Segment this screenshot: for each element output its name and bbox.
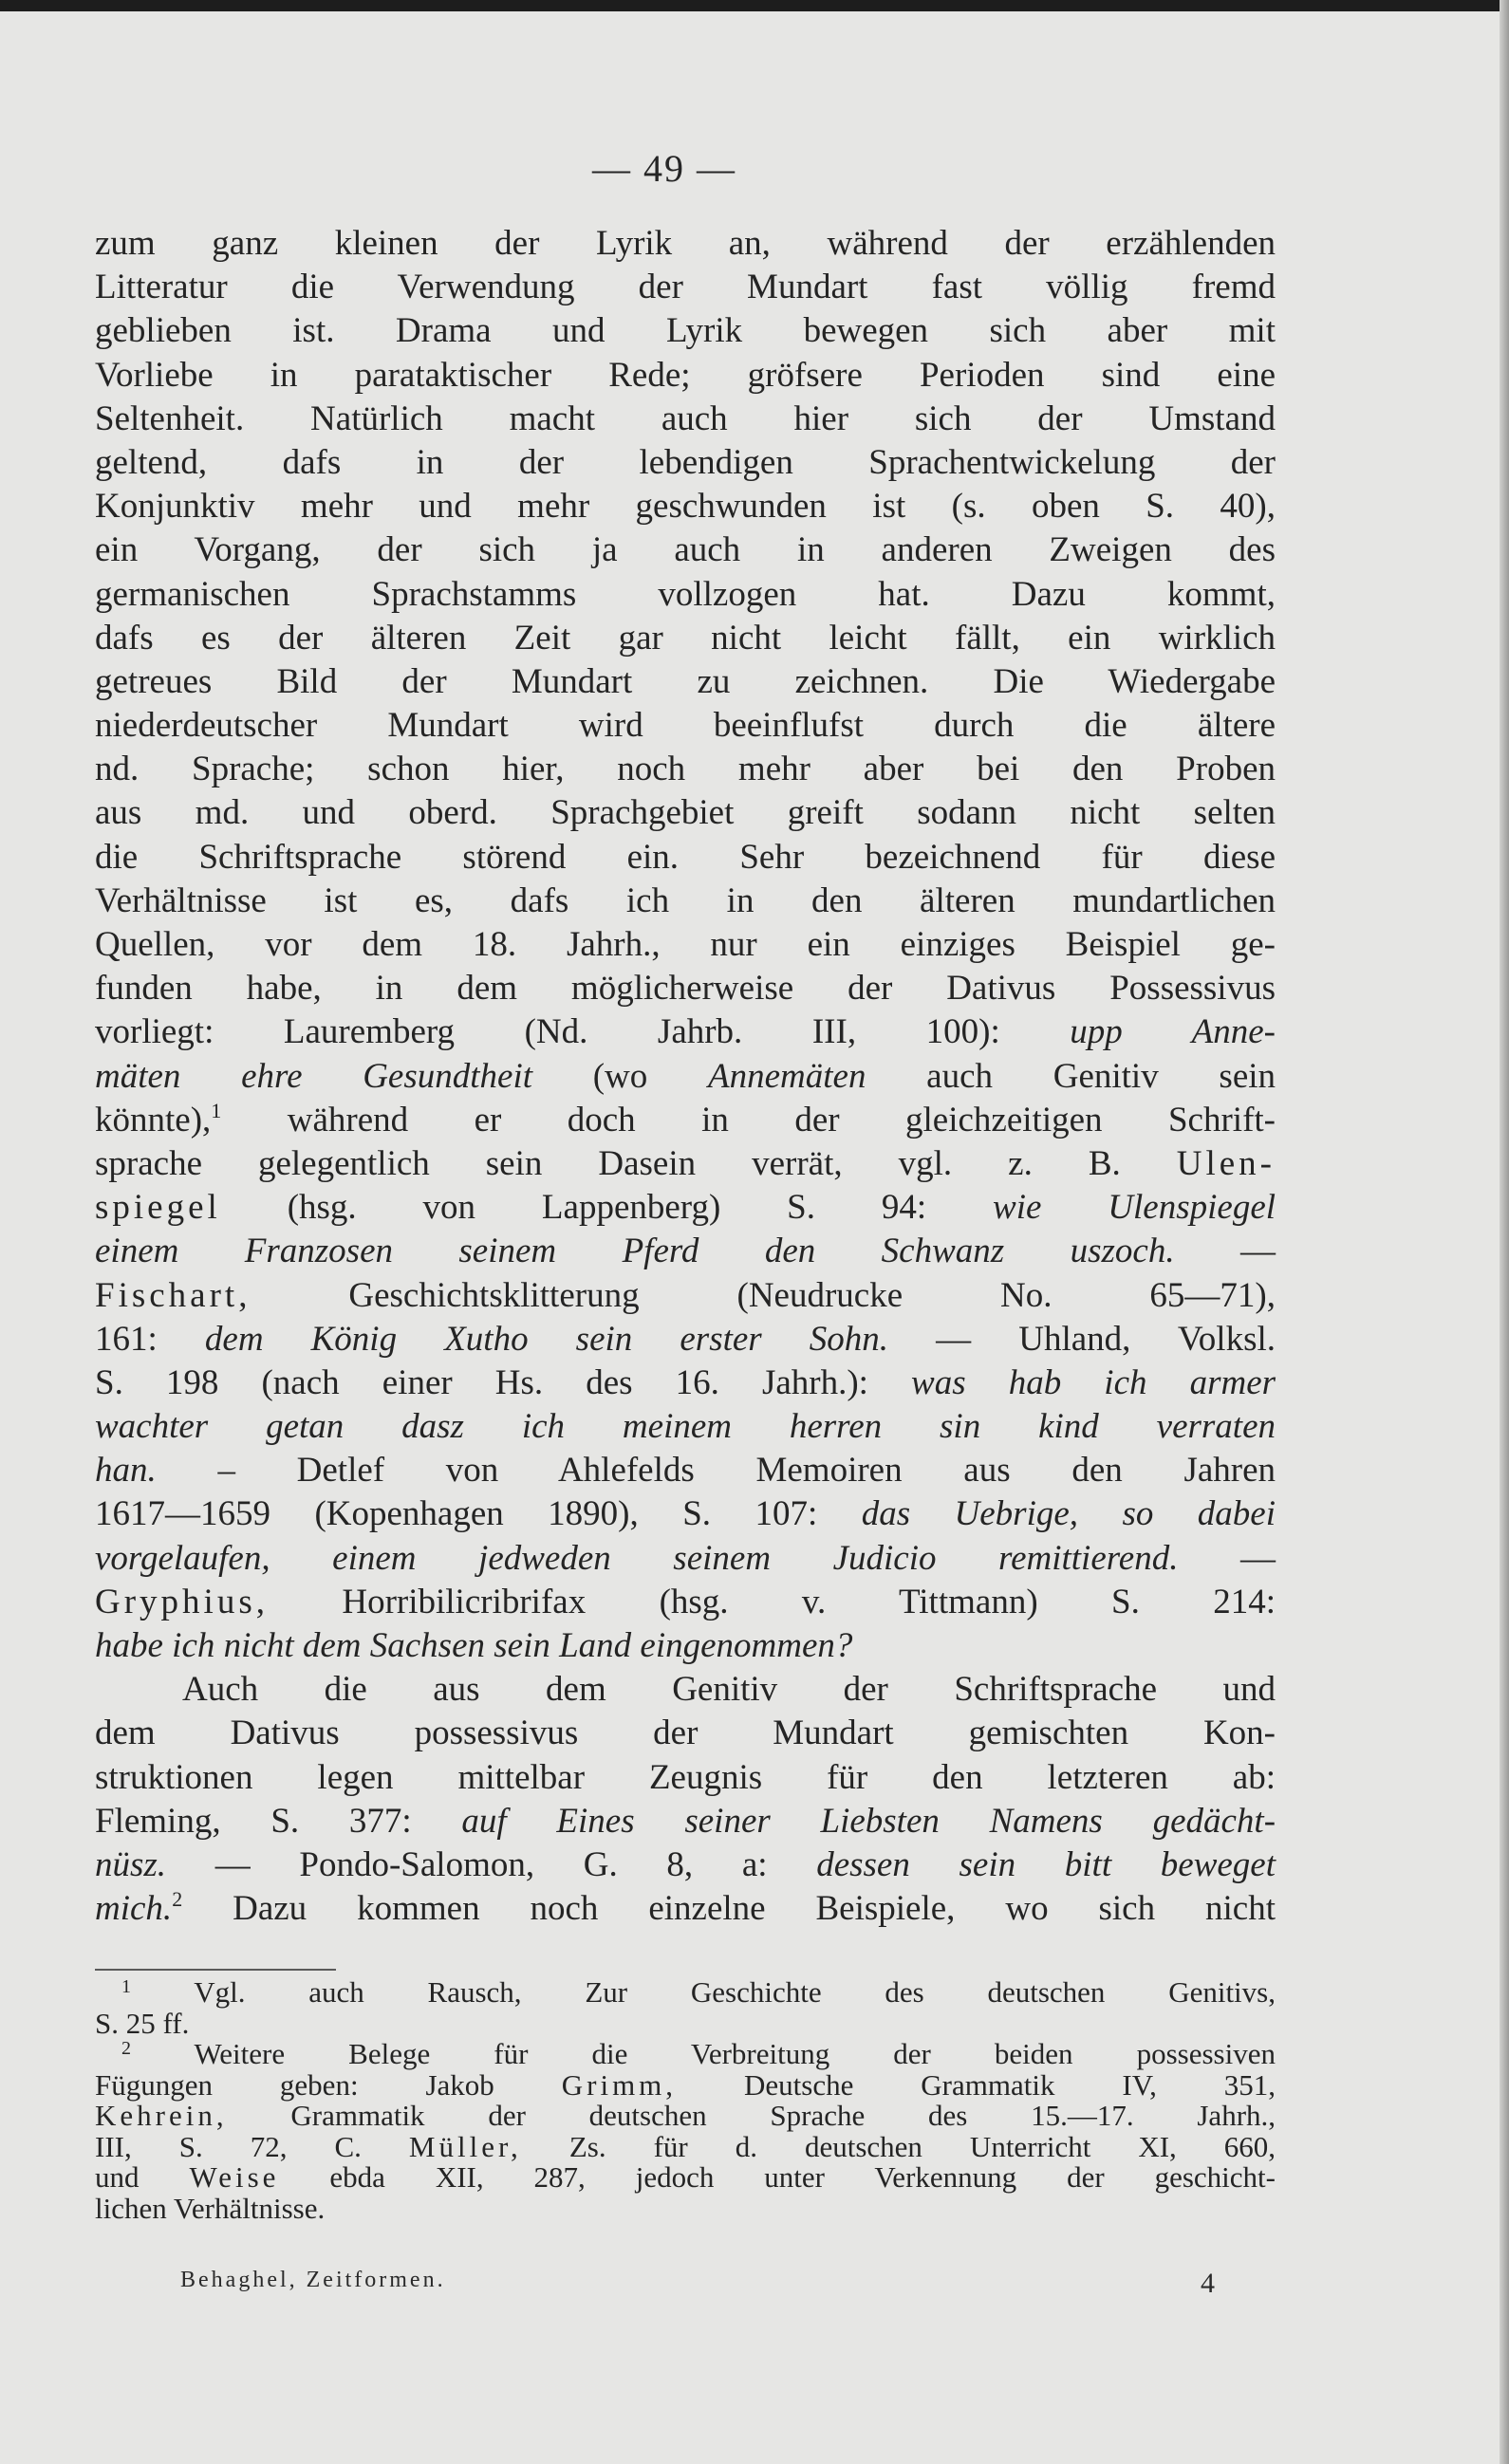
text-line — [95, 1581, 1276, 1624]
italic-quote: dessen sein bitt beweget — [816, 1844, 1276, 1884]
text-span: Fleming, S. 377: — [95, 1801, 412, 1841]
text-line: nd. Sprache; schon hier, noch mehr aber bei den Proben — [95, 750, 1276, 789]
footnote-line — [95, 2129, 1276, 2163]
footnotes — [95, 1975, 1276, 2225]
text-line — [95, 1800, 1276, 1843]
italic-quote: vorgelaufen, einem jedweden seinem Judicio remittierend. — [95, 1538, 1179, 1578]
text-line: Verhältnisse ist es, dafs ich in den älteren mundartlichen — [95, 880, 1276, 920]
text-line: struktionen legen mittelbar Zeugnis für den letzteren ab: — [95, 1757, 1276, 1797]
text-line: Seltenheit. Natürlich macht auch hier sich der Umstand — [95, 398, 1276, 438]
text-line — [95, 1186, 1276, 1230]
text-line — [95, 1274, 1276, 1318]
footnote-line — [95, 2006, 1276, 2040]
text-line: Vorliebe in parataktischer Rede; gröfsere Perioden sind eine — [95, 355, 1276, 395]
text-line — [95, 1362, 1276, 1405]
signature-line — [180, 2268, 1215, 2300]
text-span: 161: — [95, 1319, 158, 1359]
text-span: 1617—1659 (Kopenhagen 1890), S. 107: — [95, 1494, 818, 1534]
text-span: S. 25 ff. — [95, 2006, 190, 2040]
main-text — [95, 222, 1276, 1931]
italic-quote: nüsz. — [95, 1844, 167, 1884]
footnote-line — [95, 2191, 1276, 2225]
italic-quote: upp Anne- — [1070, 1012, 1276, 1052]
footnote-line — [95, 2162, 1276, 2194]
text-span: vorliegt: Lauremberg (Nd. Jahrb. III, 100): — [95, 1012, 1000, 1052]
spaced-name: Kehrein, — [95, 2099, 228, 2132]
page-number: — 49 — — [592, 147, 736, 190]
footnote-line — [121, 2039, 1276, 2070]
italic-quote: wie Ulenspiegel — [993, 1188, 1276, 1228]
spaced-name: Weise — [189, 2160, 280, 2194]
italic-quote: Annemäten — [708, 1056, 866, 1096]
text-span: — Pondo-Salomon, G. 8, a: — [214, 1844, 768, 1884]
text-line — [95, 1010, 1276, 1054]
text-line: ein Vorgang, der sich ja auch in anderen Zweigen des — [95, 530, 1276, 570]
footnote-line — [95, 2101, 1276, 2132]
text-line — [95, 1624, 1276, 1668]
text-line — [95, 1537, 1276, 1581]
signature-number: 4 — [1201, 2268, 1215, 2299]
text-span: S. 198 (nach einer Hs. des 16. Jahrh.): — [95, 1362, 868, 1402]
spaced-name: Ulen- — [1176, 1143, 1276, 1183]
text-line — [95, 1318, 1276, 1362]
text-span: Zs. für d. deutschen Unterricht XI, 660, — [568, 2129, 1276, 2163]
text-span: Weitere Belege für die Verbreitung der beiden possessiven — [194, 2037, 1276, 2070]
footnote-ref: 2 — [172, 1887, 183, 1912]
text-line: funden habe, in dem möglicherweise der Dativus Possessivus — [95, 969, 1276, 1009]
italic-quote: das Uebrige, so dabei — [861, 1494, 1276, 1534]
text-span: sprache gelegentlich sein Dasein verrät, vgl. z. B. — [95, 1143, 1121, 1183]
text-span: — — [1240, 1538, 1276, 1578]
text-span: und — [95, 2160, 140, 2194]
footnote-ref: 1 — [211, 1098, 222, 1122]
text-line: die Schriftsprache störend ein. Sehr bezeichnend für diese — [95, 837, 1276, 877]
page-edge-shadow — [1500, 0, 1509, 2464]
italic-quote: einem Franzosen seinem Pferd den Schwanz uszoch. — [95, 1232, 1175, 1271]
text-line — [95, 1142, 1276, 1186]
text-span: – Detlef von Ahlefelds Memoiren aus den Jahren — [217, 1451, 1276, 1491]
text-span: (hsg. von Lappenberg) S. 94: — [287, 1188, 927, 1228]
text-span: Grammatik der deutschen Sprache des 15.—17. Jahrh., — [290, 2099, 1276, 2132]
text-line — [95, 1055, 1276, 1099]
footnote-line — [121, 1977, 1276, 2009]
spaced-name: Müller, — [408, 2129, 522, 2163]
spaced-name: Grimm, — [561, 2067, 678, 2102]
text-line: Auch die aus dem Genitiv der Schriftsprache und — [182, 1670, 1276, 1710]
text-span: Dazu kommen noch einzelne Beispiele, wo sich nicht — [233, 1889, 1276, 1929]
text-line: Konjunktiv mehr und mehr geschwunden ist (s. oben S. 40), — [95, 487, 1276, 527]
text-span: (wo — [592, 1056, 648, 1096]
text-line — [95, 1099, 1276, 1142]
text-span: — Uhland, Volksl. — [936, 1319, 1276, 1359]
signature-mark: Behaghel, Zeitformen. — [180, 2268, 446, 2292]
text-line — [95, 1843, 1276, 1887]
spaced-name: Gryphius, — [95, 1582, 269, 1621]
spaced-name: spiegel — [95, 1188, 221, 1228]
text-span: könnte), — [95, 1100, 212, 1139]
text-line: Litteratur die Verwendung der Mundart fast völlig fremd — [95, 268, 1276, 307]
text-line — [95, 1230, 1276, 1273]
text-line: germanischen Sprachstamms vollzogen hat. Dazu kommt, — [95, 574, 1276, 614]
text-line: niederdeutscher Mundart wird beeinflufst durch die ältere — [95, 706, 1276, 746]
text-line: aus md. und oberd. Sprachgebiet greift sodann nicht selten — [95, 793, 1276, 833]
text-line — [95, 1887, 1276, 1931]
text-span: Horribilicribrifax (hsg. v. Tittmann) S. 214: — [342, 1582, 1276, 1621]
italic-quote: mich. — [95, 1889, 173, 1929]
text-line: dem Dativus possessivus der Mundart gemischten Kon- — [95, 1714, 1276, 1753]
text-span: während er doch in der gleichzeitigen Schrift- — [287, 1100, 1276, 1139]
italic-quote: was hab ich armer — [911, 1362, 1276, 1402]
text-line: Quellen, vor dem 18. Jahrh., nur ein einziges Beispiel ge- — [95, 925, 1276, 964]
text-line: geltend, dafs in der lebendigen Sprachentwickelung der — [95, 442, 1276, 482]
text-line — [95, 1449, 1276, 1492]
text-span: ebda XII, 287, jedoch unter Verkennung der geschicht- — [329, 2160, 1276, 2194]
footnote-rule — [95, 1969, 336, 1971]
text-span: Deutsche Grammatik IV, 351, — [744, 2067, 1276, 2102]
text-span: Geschichtsklitterung (Neudrucke No. 65—71), — [348, 1275, 1276, 1315]
text-line: geblieben ist. Drama und Lyrik bewegen sich aber mit — [95, 311, 1276, 351]
text-span: lichen Verhältnisse. — [95, 2191, 326, 2225]
footnote-marker: 2 — [121, 2038, 131, 2059]
scan-top-edge — [0, 0, 1509, 11]
text-span: III, S. 72, C. — [95, 2129, 362, 2163]
footnote-line — [95, 2067, 1276, 2102]
text-span: — — [1240, 1232, 1276, 1271]
text-line — [95, 1405, 1276, 1449]
text-line: zum ganz kleinen der Lyrik an, während der erzählenden — [95, 224, 1276, 263]
italic-quote: han. — [95, 1451, 157, 1491]
text-span: auch Genitiv sein — [926, 1056, 1276, 1096]
italic-quote: habe ich nicht dem Sachsen sein Land eingenommen? — [95, 1626, 853, 1665]
text-span: Vgl. auch Rausch, Zur Geschichte des deutschen Genitivs, — [194, 1975, 1276, 2009]
spaced-name: Fischart, — [95, 1275, 252, 1315]
text-line: dafs es der älteren Zeit gar nicht leicht fällt, ein wirklich — [95, 618, 1276, 658]
text-line — [95, 1492, 1276, 1536]
italic-quote: auf Eines seiner Liebsten Namens gedächt- — [461, 1801, 1276, 1841]
book-page — [0, 11, 1509, 2464]
footnote-marker: 1 — [121, 1976, 131, 1997]
text-line: getreues Bild der Mundart zu zeichnen. Die Wiedergabe — [95, 661, 1276, 701]
italic-quote: wachter getan dasz ich meinem herren sin kind verraten — [95, 1407, 1276, 1447]
text-span: Fügungen geben: Jakob — [95, 2067, 494, 2102]
italic-quote: mäten ehre Gesundtheit — [95, 1056, 533, 1096]
italic-quote: dem König Xutho sein erster Sohn. — [204, 1319, 889, 1359]
